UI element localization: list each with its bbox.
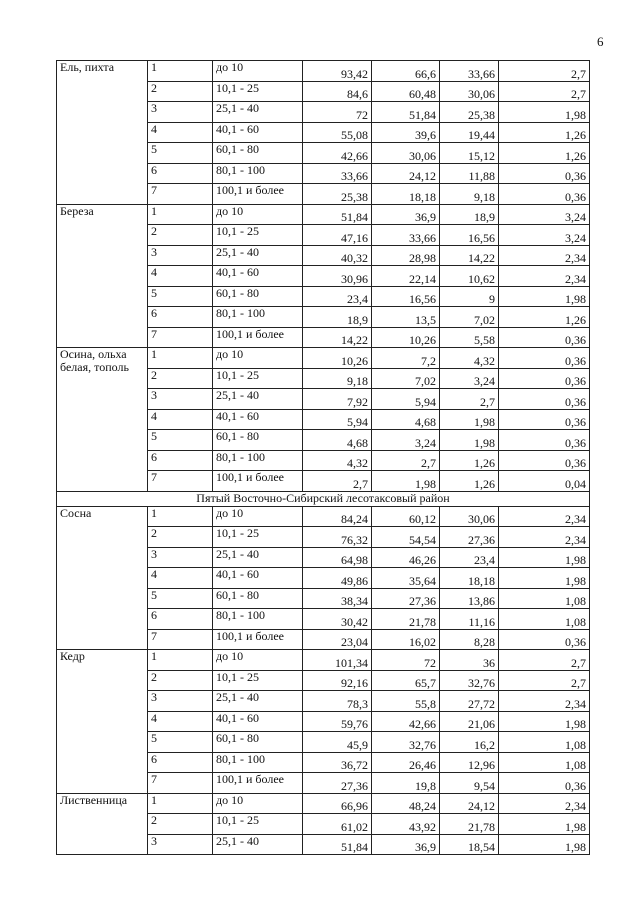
species-cell: Сосна — [57, 506, 148, 650]
rate-cell-3: 36 — [440, 650, 499, 671]
diameter-cell: 25,1 - 40 — [213, 102, 303, 123]
rate-cell-4: 1,26 — [499, 143, 590, 164]
rate-cell-2: 39,6 — [372, 122, 440, 143]
rate-cell-3: 8,28 — [440, 629, 499, 650]
rate-cell-3: 19,44 — [440, 122, 499, 143]
rate-cell-4: 0,36 — [499, 430, 590, 451]
rate-cell-1: 93,42 — [303, 61, 372, 82]
diameter-cell: 60,1 - 80 — [213, 732, 303, 753]
rate-cell-1: 61,02 — [303, 814, 372, 835]
rate-cell-3: 9,18 — [440, 184, 499, 205]
category-cell: 2 — [148, 814, 213, 835]
rate-cell-4: 2,7 — [499, 670, 590, 691]
rate-cell-1: 2,7 — [303, 471, 372, 492]
category-cell: 1 — [148, 650, 213, 671]
rate-cell-3: 5,58 — [440, 327, 499, 348]
rate-cell-4: 1,08 — [499, 609, 590, 630]
rate-cell-1: 51,84 — [303, 834, 372, 855]
rate-cell-1: 84,24 — [303, 506, 372, 527]
rate-cell-2: 30,06 — [372, 143, 440, 164]
rate-cell-4: 2,34 — [499, 245, 590, 266]
rate-cell-4: 0,36 — [499, 389, 590, 410]
category-cell: 7 — [148, 629, 213, 650]
rate-cell-2: 43,92 — [372, 814, 440, 835]
rate-cell-3: 11,88 — [440, 163, 499, 184]
rate-cell-3: 21,78 — [440, 814, 499, 835]
rate-cell-4: 0,36 — [499, 450, 590, 471]
rate-cell-4: 2,34 — [499, 691, 590, 712]
diameter-cell: 25,1 - 40 — [213, 547, 303, 568]
category-cell: 3 — [148, 389, 213, 410]
rate-cell-4: 2,7 — [499, 61, 590, 82]
category-cell: 4 — [148, 409, 213, 430]
rate-cell-1: 7,92 — [303, 389, 372, 410]
tax-rate-table — [56, 60, 590, 855]
rate-cell-2: 60,48 — [372, 81, 440, 102]
diameter-cell: 100,1 и более — [213, 773, 303, 794]
category-cell: 2 — [148, 670, 213, 691]
rate-cell-1: 55,08 — [303, 122, 372, 143]
rate-cell-2: 60,12 — [372, 506, 440, 527]
diameter-cell: 60,1 - 80 — [213, 430, 303, 451]
rate-cell-4: 1,98 — [499, 814, 590, 835]
rate-cell-1: 23,4 — [303, 286, 372, 307]
diameter-cell: 10,1 - 25 — [213, 225, 303, 246]
table-row — [57, 650, 590, 671]
category-cell: 7 — [148, 184, 213, 205]
diameter-cell: 40,1 - 60 — [213, 711, 303, 732]
table-body — [57, 61, 590, 855]
rate-cell-1: 38,34 — [303, 588, 372, 609]
diameter-cell: 60,1 - 80 — [213, 286, 303, 307]
rate-cell-3: 1,26 — [440, 471, 499, 492]
category-cell: 2 — [148, 368, 213, 389]
rate-cell-1: 4,68 — [303, 430, 372, 451]
rate-cell-2: 24,12 — [372, 163, 440, 184]
diameter-cell: 100,1 и более — [213, 184, 303, 205]
rate-cell-2: 19,8 — [372, 773, 440, 794]
rate-cell-2: 35,64 — [372, 568, 440, 589]
rate-cell-1: 84,6 — [303, 81, 372, 102]
rate-cell-3: 18,9 — [440, 204, 499, 225]
rate-cell-3: 1,98 — [440, 409, 499, 430]
category-cell: 3 — [148, 691, 213, 712]
table-row — [57, 793, 590, 814]
rate-cell-1: 30,96 — [303, 266, 372, 287]
rate-cell-1: 78,3 — [303, 691, 372, 712]
region-title: Пятый Восточно-Сибирский лесотаксовый район — [57, 491, 590, 506]
rate-cell-4: 3,24 — [499, 225, 590, 246]
rate-cell-3: 11,16 — [440, 609, 499, 630]
category-cell: 6 — [148, 163, 213, 184]
rate-cell-3: 27,72 — [440, 691, 499, 712]
rate-cell-4: 1,26 — [499, 307, 590, 328]
rate-cell-4: 0,36 — [499, 184, 590, 205]
rate-cell-3: 15,12 — [440, 143, 499, 164]
diameter-cell: 25,1 - 40 — [213, 245, 303, 266]
table-row — [57, 506, 590, 527]
category-cell: 4 — [148, 266, 213, 287]
rate-cell-3: 18,54 — [440, 834, 499, 855]
rate-cell-3: 9 — [440, 286, 499, 307]
diameter-cell: до 10 — [213, 348, 303, 369]
rate-cell-3: 33,66 — [440, 61, 499, 82]
diameter-cell: 80,1 - 100 — [213, 752, 303, 773]
species-cell: Береза — [57, 204, 148, 348]
rate-cell-3: 30,06 — [440, 81, 499, 102]
rate-cell-2: 36,9 — [372, 834, 440, 855]
rate-cell-1: 64,98 — [303, 547, 372, 568]
rate-cell-4: 0,36 — [499, 409, 590, 430]
category-cell: 4 — [148, 568, 213, 589]
rate-cell-3: 24,12 — [440, 793, 499, 814]
rate-cell-1: 101,34 — [303, 650, 372, 671]
rate-cell-1: 49,86 — [303, 568, 372, 589]
category-cell: 6 — [148, 609, 213, 630]
rate-cell-2: 54,54 — [372, 527, 440, 548]
rate-cell-4: 1,98 — [499, 547, 590, 568]
rate-cell-2: 32,76 — [372, 732, 440, 753]
rate-cell-2: 28,98 — [372, 245, 440, 266]
rate-cell-2: 21,78 — [372, 609, 440, 630]
diameter-cell: 10,1 - 25 — [213, 368, 303, 389]
diameter-cell: до 10 — [213, 204, 303, 225]
diameter-cell: 100,1 и более — [213, 471, 303, 492]
diameter-cell: 80,1 - 100 — [213, 307, 303, 328]
diameter-cell: 80,1 - 100 — [213, 450, 303, 471]
rate-cell-4: 0,36 — [499, 163, 590, 184]
rate-cell-2: 72 — [372, 650, 440, 671]
rate-cell-1: 42,66 — [303, 143, 372, 164]
rate-cell-4: 3,24 — [499, 204, 590, 225]
rate-cell-2: 55,8 — [372, 691, 440, 712]
category-cell: 2 — [148, 527, 213, 548]
rate-cell-1: 40,32 — [303, 245, 372, 266]
category-cell: 6 — [148, 450, 213, 471]
rate-cell-2: 5,94 — [372, 389, 440, 410]
rate-cell-3: 10,62 — [440, 266, 499, 287]
diameter-cell: 10,1 - 25 — [213, 814, 303, 835]
rate-cell-4: 0,36 — [499, 773, 590, 794]
rate-cell-2: 46,26 — [372, 547, 440, 568]
rate-cell-4: 1,98 — [499, 568, 590, 589]
rate-cell-2: 27,36 — [372, 588, 440, 609]
category-cell: 6 — [148, 752, 213, 773]
rate-cell-1: 23,04 — [303, 629, 372, 650]
rate-cell-2: 42,66 — [372, 711, 440, 732]
rate-cell-3: 9,54 — [440, 773, 499, 794]
category-cell: 4 — [148, 122, 213, 143]
rate-cell-4: 2,7 — [499, 81, 590, 102]
rate-cell-2: 7,02 — [372, 368, 440, 389]
rate-cell-3: 2,7 — [440, 389, 499, 410]
table-row — [57, 61, 590, 82]
rate-cell-2: 36,9 — [372, 204, 440, 225]
rate-cell-3: 32,76 — [440, 670, 499, 691]
diameter-cell: 100,1 и более — [213, 629, 303, 650]
diameter-cell: 60,1 - 80 — [213, 588, 303, 609]
rate-cell-2: 16,56 — [372, 286, 440, 307]
rate-cell-2: 4,68 — [372, 409, 440, 430]
rate-cell-3: 21,06 — [440, 711, 499, 732]
diameter-cell: 40,1 - 60 — [213, 122, 303, 143]
rate-cell-3: 1,26 — [440, 450, 499, 471]
category-cell: 5 — [148, 286, 213, 307]
diameter-cell: 25,1 - 40 — [213, 389, 303, 410]
rate-cell-3: 4,32 — [440, 348, 499, 369]
diameter-cell: 25,1 - 40 — [213, 834, 303, 855]
category-cell: 7 — [148, 327, 213, 348]
rate-cell-3: 14,22 — [440, 245, 499, 266]
category-cell: 6 — [148, 307, 213, 328]
category-cell: 4 — [148, 711, 213, 732]
rate-cell-1: 9,18 — [303, 368, 372, 389]
diameter-cell: до 10 — [213, 61, 303, 82]
diameter-cell: до 10 — [213, 506, 303, 527]
rate-cell-1: 33,66 — [303, 163, 372, 184]
rate-cell-1: 59,76 — [303, 711, 372, 732]
rate-cell-3: 30,06 — [440, 506, 499, 527]
species-cell: Осина, ольха белая, тополь — [57, 348, 148, 492]
diameter-cell: 10,1 - 25 — [213, 527, 303, 548]
rate-cell-3: 18,18 — [440, 568, 499, 589]
rate-cell-2: 66,6 — [372, 61, 440, 82]
page-number: 6 — [597, 34, 604, 49]
rate-cell-4: 1,98 — [499, 834, 590, 855]
rate-cell-2: 33,66 — [372, 225, 440, 246]
rate-cell-4: 1,08 — [499, 752, 590, 773]
category-cell: 3 — [148, 834, 213, 855]
diameter-cell: 10,1 - 25 — [213, 670, 303, 691]
rate-cell-3: 27,36 — [440, 527, 499, 548]
category-cell: 5 — [148, 430, 213, 451]
rate-cell-1: 92,16 — [303, 670, 372, 691]
rate-cell-3: 25,38 — [440, 102, 499, 123]
diameter-cell: 80,1 - 100 — [213, 609, 303, 630]
category-cell: 2 — [148, 225, 213, 246]
rate-cell-3: 7,02 — [440, 307, 499, 328]
rate-cell-2: 26,46 — [372, 752, 440, 773]
category-cell: 1 — [148, 506, 213, 527]
rate-cell-4: 1,98 — [499, 711, 590, 732]
rate-cell-3: 12,96 — [440, 752, 499, 773]
rate-cell-2: 65,7 — [372, 670, 440, 691]
category-cell: 5 — [148, 143, 213, 164]
category-cell: 3 — [148, 547, 213, 568]
diameter-cell: 25,1 - 40 — [213, 691, 303, 712]
rate-cell-4: 0,36 — [499, 327, 590, 348]
diameter-cell: 40,1 - 60 — [213, 568, 303, 589]
rate-cell-1: 14,22 — [303, 327, 372, 348]
rate-cell-1: 66,96 — [303, 793, 372, 814]
category-cell: 1 — [148, 348, 213, 369]
category-cell: 5 — [148, 588, 213, 609]
rate-cell-1: 25,38 — [303, 184, 372, 205]
rate-cell-1: 27,36 — [303, 773, 372, 794]
rate-cell-1: 4,32 — [303, 450, 372, 471]
rate-cell-1: 18,9 — [303, 307, 372, 328]
rate-cell-1: 47,16 — [303, 225, 372, 246]
rate-cell-3: 1,98 — [440, 430, 499, 451]
category-cell: 7 — [148, 471, 213, 492]
rate-cell-4: 2,7 — [499, 650, 590, 671]
diameter-cell: 60,1 - 80 — [213, 143, 303, 164]
rate-cell-2: 18,18 — [372, 184, 440, 205]
category-cell: 2 — [148, 81, 213, 102]
rate-cell-4: 0,36 — [499, 629, 590, 650]
category-cell: 7 — [148, 773, 213, 794]
rate-cell-4: 1,08 — [499, 732, 590, 753]
rate-cell-1: 30,42 — [303, 609, 372, 630]
rate-cell-4: 2,34 — [499, 506, 590, 527]
rate-cell-1: 72 — [303, 102, 372, 123]
rate-cell-2: 51,84 — [372, 102, 440, 123]
diameter-cell: 40,1 - 60 — [213, 409, 303, 430]
rate-cell-4: 1,98 — [499, 286, 590, 307]
rate-cell-4: 1,26 — [499, 122, 590, 143]
category-cell: 1 — [148, 61, 213, 82]
rate-cell-2: 16,02 — [372, 629, 440, 650]
rate-cell-1: 10,26 — [303, 348, 372, 369]
region-row — [57, 491, 590, 506]
table-row — [57, 204, 590, 225]
rate-cell-4: 2,34 — [499, 527, 590, 548]
diameter-cell: 100,1 и более — [213, 327, 303, 348]
rate-cell-2: 1,98 — [372, 471, 440, 492]
rate-cell-2: 48,24 — [372, 793, 440, 814]
rate-cell-3: 3,24 — [440, 368, 499, 389]
species-cell: Кедр — [57, 650, 148, 794]
rate-cell-4: 1,08 — [499, 588, 590, 609]
rate-cell-4: 2,34 — [499, 266, 590, 287]
rate-cell-1: 5,94 — [303, 409, 372, 430]
rate-cell-2: 22,14 — [372, 266, 440, 287]
table-row — [57, 348, 590, 369]
rate-cell-4: 1,98 — [499, 102, 590, 123]
diameter-cell: 10,1 - 25 — [213, 81, 303, 102]
rate-cell-3: 16,2 — [440, 732, 499, 753]
diameter-cell: 80,1 - 100 — [213, 163, 303, 184]
rate-cell-2: 7,2 — [372, 348, 440, 369]
rate-cell-3: 16,56 — [440, 225, 499, 246]
category-cell: 1 — [148, 793, 213, 814]
diameter-cell: до 10 — [213, 793, 303, 814]
rate-cell-2: 2,7 — [372, 450, 440, 471]
category-cell: 1 — [148, 204, 213, 225]
rate-cell-1: 51,84 — [303, 204, 372, 225]
rate-cell-4: 0,04 — [499, 471, 590, 492]
rate-cell-2: 3,24 — [372, 430, 440, 451]
rate-cell-1: 76,32 — [303, 527, 372, 548]
rate-cell-3: 13,86 — [440, 588, 499, 609]
rate-cell-2: 13,5 — [372, 307, 440, 328]
species-cell: Лиственница — [57, 793, 148, 855]
rate-cell-2: 10,26 — [372, 327, 440, 348]
category-cell: 5 — [148, 732, 213, 753]
category-cell: 3 — [148, 245, 213, 266]
rate-cell-3: 23,4 — [440, 547, 499, 568]
diameter-cell: 40,1 - 60 — [213, 266, 303, 287]
rate-cell-4: 2,34 — [499, 793, 590, 814]
category-cell: 3 — [148, 102, 213, 123]
rate-cell-1: 36,72 — [303, 752, 372, 773]
diameter-cell: до 10 — [213, 650, 303, 671]
rate-cell-4: 0,36 — [499, 348, 590, 369]
rate-cell-4: 0,36 — [499, 368, 590, 389]
species-cell: Ель, пихта — [57, 61, 148, 205]
rate-cell-1: 45,9 — [303, 732, 372, 753]
